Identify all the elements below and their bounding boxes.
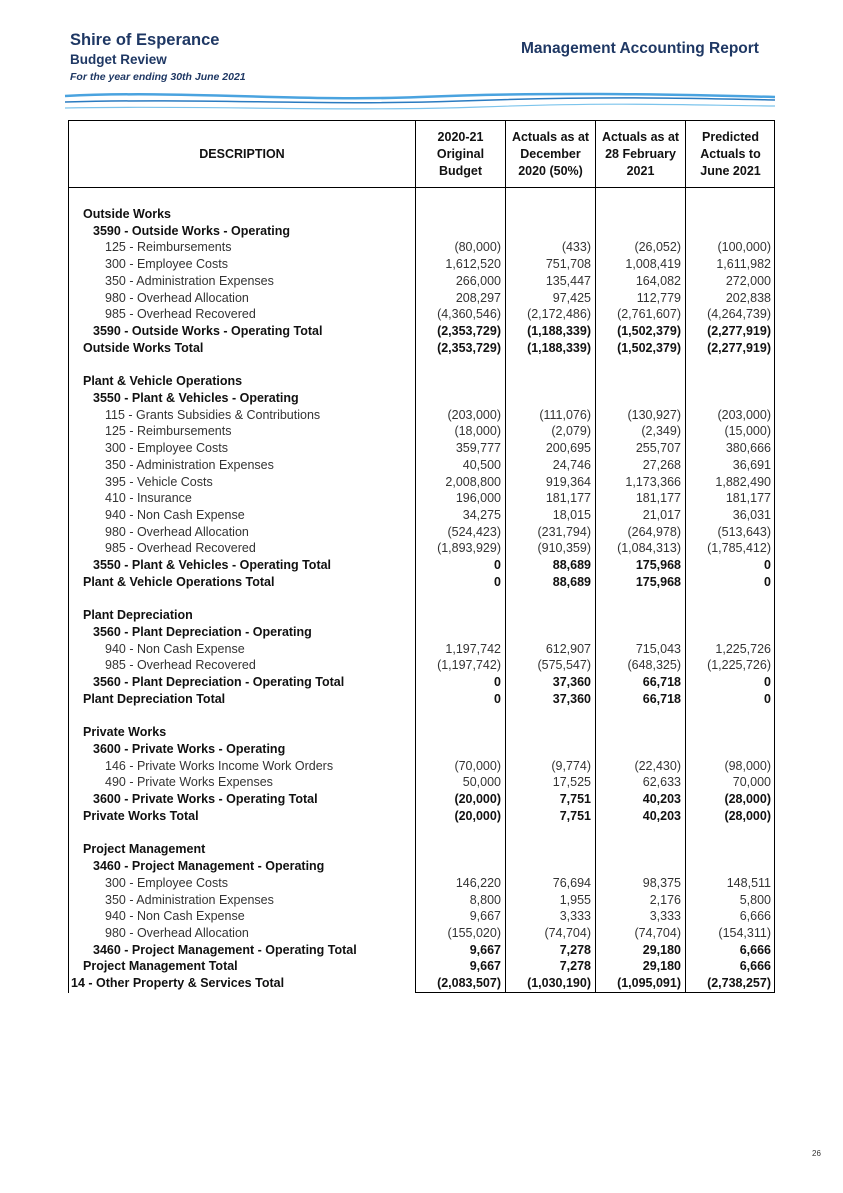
row-value: 0 <box>764 558 771 573</box>
row-value: (264,978) <box>627 524 681 539</box>
row-value: 208,297 <box>455 290 501 305</box>
row-value: (80,000) <box>454 240 501 255</box>
row-value: 70,000 <box>732 775 771 790</box>
table-row <box>69 474 776 490</box>
row-value: 112,779 <box>636 290 681 305</box>
section-heading-row <box>69 858 776 874</box>
table-row <box>69 306 776 322</box>
table-body <box>68 188 775 993</box>
row-value: (154,311) <box>718 925 771 940</box>
section-heading-row <box>69 607 776 623</box>
row-value: (15,000) <box>724 424 771 439</box>
row-value: 40,500 <box>462 457 501 472</box>
table-row <box>69 758 776 774</box>
table-row <box>69 290 776 306</box>
row-value: (1,502,379) <box>617 340 681 355</box>
report-title: Management Accounting Report <box>521 40 759 57</box>
table-row <box>69 423 776 439</box>
row-value: 9,667 <box>469 942 501 957</box>
row-description: 350 - Administration Expenses <box>105 457 274 472</box>
row-value: 1,612,520 <box>445 257 501 272</box>
row-value: 164,082 <box>635 273 681 288</box>
row-value: 0 <box>764 691 771 706</box>
row-value: 7,751 <box>559 808 591 823</box>
row-value: 200,695 <box>545 441 591 456</box>
row-value: 272,000 <box>725 273 771 288</box>
row-value: 6,666 <box>739 959 771 974</box>
row-description: 3590 - Outside Works - Operating Total <box>93 324 323 339</box>
row-value: (74,704) <box>544 925 591 940</box>
row-value: 1,882,490 <box>715 474 771 489</box>
row-value: (1,084,313) <box>617 541 681 556</box>
row-description: 350 - Administration Expenses <box>105 892 274 907</box>
row-value: 29,180 <box>642 942 681 957</box>
row-value: (18,000) <box>454 424 501 439</box>
table-row <box>69 239 776 255</box>
organisation-name: Shire of Esperance <box>70 31 220 49</box>
subtotal-row <box>69 691 776 707</box>
row-description: Project Management Total <box>83 959 238 974</box>
subtotal-row <box>69 975 776 991</box>
subtotal-row <box>69 791 776 807</box>
row-value: (231,794) <box>537 524 591 539</box>
table-row <box>69 256 776 272</box>
row-value: (130,927) <box>627 407 681 422</box>
row-description: 3550 - Plant & Vehicles - Operating <box>93 390 299 405</box>
row-value: (4,360,546) <box>437 307 501 322</box>
row-value: 88,689 <box>552 574 591 589</box>
subtotal-row <box>69 557 776 573</box>
row-value: (2,349) <box>641 424 681 439</box>
section-heading-row <box>69 206 776 222</box>
row-value: (2,353,729) <box>437 324 501 339</box>
row-value: 97,425 <box>552 290 591 305</box>
row-value: (100,000) <box>717 240 771 255</box>
row-value: (575,547) <box>537 658 591 673</box>
row-value: 0 <box>764 574 771 589</box>
row-value: 18,015 <box>552 507 591 522</box>
section-heading-row <box>69 223 776 239</box>
row-description: Outside Works <box>83 207 171 221</box>
row-value: (2,353,729) <box>437 340 501 355</box>
row-description: 3460 - Project Management - Operating Total <box>93 942 357 957</box>
row-value: 7,278 <box>559 959 591 974</box>
row-value: 17,525 <box>552 775 591 790</box>
header-wave-decoration <box>60 88 780 118</box>
row-value: (2,083,507) <box>437 976 501 991</box>
row-value: (28,000) <box>724 792 771 807</box>
row-value: 359,777 <box>455 441 501 456</box>
row-value: 7,751 <box>559 792 591 807</box>
row-value: 196,000 <box>455 491 501 506</box>
table-bottom-rule <box>415 992 775 993</box>
row-value: (20,000) <box>454 792 501 807</box>
row-value: (513,643) <box>717 524 771 539</box>
row-value: 715,043 <box>635 641 681 656</box>
row-description: 3600 - Private Works - Operating <box>93 742 286 757</box>
page-number: 26 <box>812 1149 821 1158</box>
row-value: 36,031 <box>732 507 771 522</box>
subtotal-row <box>69 340 776 356</box>
row-description: 940 - Non Cash Expense <box>105 909 245 924</box>
column-header-actuals-february: Actuals as at 28 February 2021 <box>601 129 680 178</box>
row-description: 3460 - Project Management - Operating <box>93 859 325 874</box>
row-description: 985 - Overhead Recovered <box>105 541 256 556</box>
row-value: (524,423) <box>447 524 501 539</box>
row-description: 980 - Overhead Allocation <box>105 524 249 539</box>
table-row <box>69 908 776 924</box>
subtotal-row <box>69 808 776 824</box>
row-description: 14 - Other Property & Services Total <box>71 976 285 991</box>
row-value: 0 <box>494 574 501 589</box>
row-description: Project Management <box>83 842 206 857</box>
row-value: (20,000) <box>454 808 501 823</box>
row-description: 3590 - Outside Works - Operating <box>93 223 291 238</box>
row-value: (2,277,919) <box>707 340 771 355</box>
row-description: 490 - Private Works Expenses <box>105 775 273 790</box>
section-heading-row <box>69 373 776 389</box>
row-description: 985 - Overhead Recovered <box>105 658 256 673</box>
row-description: 3550 - Plant & Vehicles - Operating Total <box>93 558 332 573</box>
row-value: (26,052) <box>634 240 681 255</box>
row-value: 181,177 <box>545 491 591 506</box>
row-value: 266,000 <box>455 273 501 288</box>
row-description: 146 - Private Works Income Work Orders <box>105 758 334 773</box>
row-value: 380,666 <box>725 441 771 456</box>
row-value: 6,666 <box>739 909 771 924</box>
row-value: 50,000 <box>462 775 501 790</box>
row-value: (1,785,412) <box>707 541 771 556</box>
table-row <box>69 641 776 657</box>
row-description: 940 - Non Cash Expense <box>105 641 245 656</box>
row-value: (1,225,726) <box>707 658 771 673</box>
row-value: 3,333 <box>649 909 681 924</box>
row-description: 350 - Administration Expenses <box>105 273 274 288</box>
row-value: 40,203 <box>642 808 681 823</box>
row-value: (1,095,091) <box>617 976 681 991</box>
row-description: 395 - Vehicle Costs <box>105 474 213 489</box>
row-value: (9,774) <box>551 758 591 773</box>
row-value: 34,275 <box>462 507 501 522</box>
row-value: 0 <box>494 558 501 573</box>
row-description: 410 - Insurance <box>105 491 192 506</box>
row-value: 202,838 <box>725 290 771 305</box>
row-value: 76,694 <box>552 875 591 890</box>
document-subtitle: Budget Review <box>70 52 167 67</box>
row-value: (2,079) <box>551 424 591 439</box>
row-value: (155,020) <box>447 925 501 940</box>
row-value: 9,667 <box>469 959 501 974</box>
table-header <box>68 120 775 188</box>
table-row <box>69 407 776 423</box>
row-value: 135,447 <box>545 273 591 288</box>
row-value: (910,359) <box>537 541 591 556</box>
row-value: (203,000) <box>717 407 771 422</box>
row-description: 125 - Reimbursements <box>105 240 232 255</box>
table-row <box>69 457 776 473</box>
row-description: Plant Depreciation Total <box>83 691 226 706</box>
row-value: 1,008,419 <box>625 257 681 272</box>
row-value: 919,364 <box>545 474 591 489</box>
row-value: (22,430) <box>634 758 681 773</box>
row-value: (4,264,739) <box>707 307 771 322</box>
row-value: 21,017 <box>642 507 681 522</box>
row-value: 612,907 <box>545 641 591 656</box>
subtotal-row <box>69 958 776 974</box>
subtotal-row <box>69 323 776 339</box>
table-row <box>69 273 776 289</box>
row-description: 980 - Overhead Allocation <box>105 925 249 940</box>
row-value: 181,177 <box>635 491 681 506</box>
row-value: 0 <box>764 675 771 690</box>
row-description: 300 - Employee Costs <box>105 257 228 272</box>
row-value: 751,708 <box>545 257 591 272</box>
column-header-description: DESCRIPTION <box>199 146 285 161</box>
table-row <box>69 774 776 790</box>
row-value: 66,718 <box>642 691 681 706</box>
row-value: 148,511 <box>726 875 771 890</box>
row-value: 1,173,366 <box>625 474 681 489</box>
table-row <box>69 540 776 556</box>
row-description: 300 - Employee Costs <box>105 441 228 456</box>
row-value: 0 <box>494 675 501 690</box>
row-value: (1,502,379) <box>617 324 681 339</box>
row-value: 181,177 <box>725 491 771 506</box>
row-value: 66,718 <box>642 675 681 690</box>
row-value: (1,188,339) <box>527 340 591 355</box>
row-value: 98,375 <box>642 875 681 890</box>
row-value: (1,030,190) <box>527 976 591 991</box>
row-value: (2,277,919) <box>707 324 771 339</box>
row-value: 146,220 <box>455 875 501 890</box>
row-value: (1,188,339) <box>527 324 591 339</box>
row-value: 1,955 <box>559 892 591 907</box>
row-value: (1,893,929) <box>437 541 501 556</box>
row-value: (1,197,742) <box>437 658 501 673</box>
reporting-period: For the year ending 30th June 2021 <box>70 71 246 83</box>
table-row <box>69 892 776 908</box>
row-description: 3560 - Plant Depreciation - Operating <box>93 625 312 639</box>
row-value: 6,666 <box>739 942 771 957</box>
row-value: 1,197,742 <box>445 641 501 656</box>
row-description: Plant & Vehicle Operations Total <box>83 574 275 589</box>
row-description: 3600 - Private Works - Operating Total <box>93 792 318 807</box>
row-description: Private Works <box>83 725 167 740</box>
row-value: (2,761,607) <box>617 307 681 322</box>
row-description: Private Works Total <box>83 808 199 823</box>
row-description: Plant & Vehicle Operations <box>83 374 243 389</box>
row-value: 62,633 <box>642 775 681 790</box>
row-value: 2,176 <box>649 892 681 907</box>
table-row <box>69 524 776 540</box>
row-value: 37,360 <box>552 691 591 706</box>
row-value: (111,076) <box>539 407 591 422</box>
row-description: 115 - Grants Subsidies & Contributions <box>105 407 321 422</box>
row-value: 1,225,726 <box>715 641 771 656</box>
row-value: 175,968 <box>635 574 681 589</box>
row-value: 175,968 <box>635 558 681 573</box>
row-value: (98,000) <box>724 758 771 773</box>
section-heading-row <box>69 724 776 740</box>
row-value: 24,746 <box>552 457 591 472</box>
section-heading-row <box>69 841 776 857</box>
row-value: 37,360 <box>552 675 591 690</box>
row-value: 2,008,800 <box>445 474 501 489</box>
row-value: (2,738,257) <box>707 976 771 991</box>
row-value: (2,172,486) <box>527 307 591 322</box>
row-description: 985 - Overhead Recovered <box>105 307 256 322</box>
row-description: 125 - Reimbursements <box>105 424 232 439</box>
table-row <box>69 440 776 456</box>
row-value: 8,800 <box>469 892 501 907</box>
row-value: 29,180 <box>642 959 681 974</box>
row-description: 940 - Non Cash Expense <box>105 507 245 522</box>
row-value: (28,000) <box>724 808 771 823</box>
row-value: 1,611,982 <box>716 257 771 272</box>
row-description: 3560 - Plant Depreciation - Operating Total <box>93 675 345 690</box>
section-heading-row <box>69 624 776 640</box>
row-description: Outside Works Total <box>83 340 204 355</box>
subtotal-row <box>69 942 776 958</box>
row-value: 9,667 <box>469 909 501 924</box>
column-header-actuals-december: Actuals as at December 2020 (50%) <box>511 129 590 178</box>
row-value: (433) <box>561 240 591 255</box>
row-value: 27,268 <box>642 457 681 472</box>
row-value: 88,689 <box>552 558 591 573</box>
table-row <box>69 657 776 673</box>
section-heading-row <box>69 390 776 406</box>
row-value: 36,691 <box>732 457 771 472</box>
row-value: 0 <box>494 691 501 706</box>
table-row <box>69 875 776 891</box>
subtotal-row <box>69 674 776 690</box>
row-value: 7,278 <box>559 942 591 957</box>
row-value: (70,000) <box>454 758 501 773</box>
row-value: (203,000) <box>447 407 501 422</box>
row-description: Plant Depreciation <box>83 608 193 623</box>
row-value: 255,707 <box>635 441 681 456</box>
subtotal-row <box>69 574 776 590</box>
column-header-original-budget: 2020-21 Original Budget <box>436 129 485 178</box>
row-description: 300 - Employee Costs <box>105 875 228 890</box>
table-row <box>69 490 776 506</box>
row-value: 40,203 <box>642 792 681 807</box>
section-heading-row <box>69 741 776 757</box>
table-row <box>69 925 776 941</box>
row-value: (74,704) <box>634 925 681 940</box>
row-value: 5,800 <box>739 892 771 907</box>
row-description: 980 - Overhead Allocation <box>105 290 249 305</box>
table-row <box>69 507 776 523</box>
row-value: (648,325) <box>627 658 681 673</box>
column-header-predicted-actuals: Predicted Actuals to June 2021 <box>700 129 761 178</box>
row-value: 3,333 <box>559 909 591 924</box>
